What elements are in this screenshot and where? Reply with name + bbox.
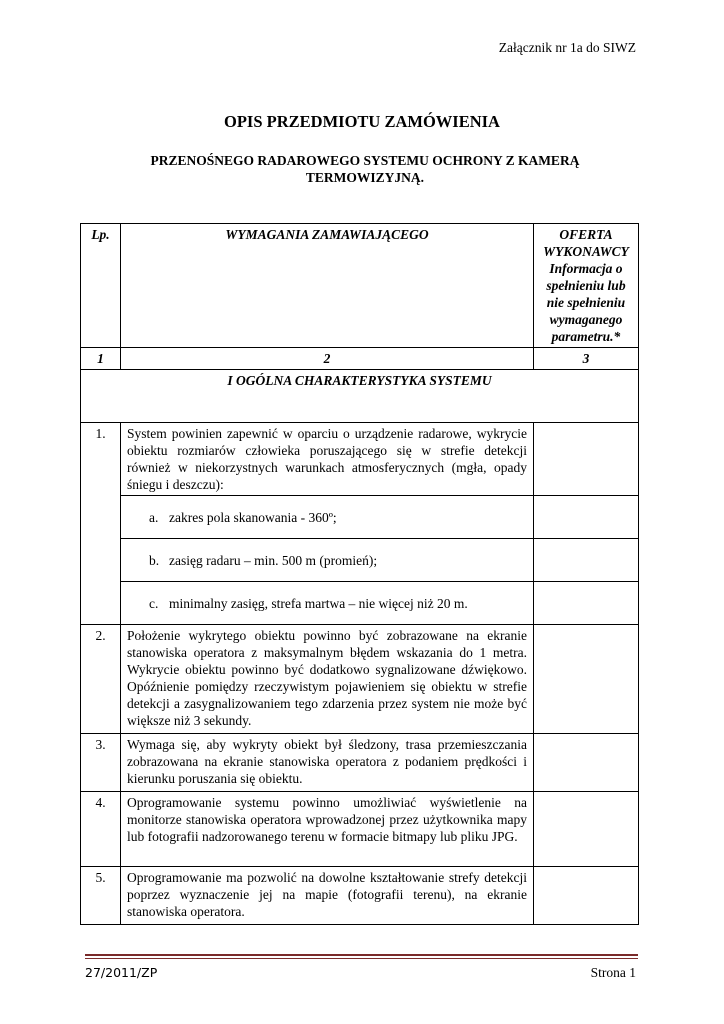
table-row: [81, 734, 639, 792]
section-row: [81, 370, 639, 423]
subitem-text: minimalny zasięg, strefa martwa – nie więcej niż 20 m.: [169, 595, 468, 611]
table-row: [81, 792, 639, 867]
subitem-b: [121, 539, 534, 582]
row-lp: 2.: [81, 625, 121, 734]
offer-cell[interactable]: [534, 734, 639, 792]
subitem-a: [121, 496, 534, 539]
footer-rule: [85, 958, 638, 959]
subitem-text: zasięg radaru – min. 500 m (promień);: [169, 552, 378, 568]
offer-cell[interactable]: [534, 582, 639, 625]
column-number: 1: [81, 348, 121, 370]
table-subrow: [81, 496, 639, 539]
table-subrow: [81, 539, 639, 582]
row-text: System powinien zapewnić w oparciu o urządzenie radarowe, wykrycie obiektu rozmiarów człowieka poruszającego się w strefie detekcji również w niekorzystnych warunkach atmosferycznych (mgła, opady śniegu i deszczu):: [121, 423, 534, 496]
subitem-marker: b.: [149, 552, 160, 568]
page-title: OPIS PRZEDMIOTU ZAMÓWIENIA: [224, 112, 500, 131]
offer-cell[interactable]: [534, 867, 639, 925]
header-offer: OFERTA WYKONAWCY Informacja o spełnieniu lub nie spełnieniu wymaganego parametru.*: [534, 224, 639, 348]
header-requirements: WYMAGANIA ZAMAWIAJĄCEGO: [121, 224, 534, 348]
offer-cell[interactable]: [534, 539, 639, 582]
attachment-label: Załącznik nr 1a do SIWZ: [498, 40, 636, 55]
column-number: 3: [534, 348, 639, 370]
footer-reference: 27/2011/ZP: [85, 965, 158, 980]
table-row: [81, 625, 639, 734]
row-lp: 1.: [81, 423, 121, 625]
offer-cell[interactable]: [534, 423, 639, 496]
row-text: Wymaga się, aby wykryty obiekt był śledzony, trasa przemieszczania zobrazowana na ekranie stanowiska operatora z podaniem prędkości i kierunku poruszania się obiektu.: [121, 734, 534, 792]
offer-cell[interactable]: [534, 496, 639, 539]
subitem-text: zakres pola skanowania - 360º;: [169, 509, 337, 525]
row-lp: 4.: [81, 792, 121, 867]
footer-rule: [85, 954, 638, 956]
offer-cell[interactable]: [534, 625, 639, 734]
subitem-marker: a.: [149, 509, 159, 525]
table-row: [81, 867, 639, 925]
section-title: I OGÓLNA CHARAKTERYSTYKA SYSTEMU: [81, 370, 639, 423]
page-number: Strona 1: [590, 965, 636, 980]
column-number: 2: [121, 348, 534, 370]
header-lp: Lp.: [81, 224, 121, 348]
subitem-c: [121, 582, 534, 625]
table-row: [81, 423, 639, 496]
table-subrow: [81, 582, 639, 625]
offer-cell[interactable]: [534, 792, 639, 867]
requirements-table: [80, 223, 639, 925]
row-text: Położenie wykrytego obiektu powinno być zobrazowane na ekranie stanowiska operatora z maksymalnym błędem wskazania do 1 metra. Wykrycie obiektu powinno być dodatkowo sygnalizowane dźwiękowo. Opóźnienie pomiędzy rzeczywistym pojawieniem się obiektu w strefie detekcji a zasygnalizowaniem tego zdarzenia przez system nie może być większe niż 3 sekundy.: [121, 625, 534, 734]
row-lp: 3.: [81, 734, 121, 792]
row-text: Oprogramowanie systemu powinno umożliwiać wyświetlenie na monitorze stanowiska operatora wprowadzonej przez użytkownika mapy lub fotografii nadzorowanego terenu w formacie bitmapy lub pliku JPG.: [121, 792, 534, 867]
table-header-row: [81, 224, 639, 348]
row-text: Oprogramowanie ma pozwolić na dowolne kształtowanie strefy detekcji poprzez wyznaczenie jej na mapie (fotografii terenu), na ekranie stanowiska operatora.: [121, 867, 534, 925]
row-lp: 5.: [81, 867, 121, 925]
page-subtitle: PRZENOŚNEGO RADAROWEGO SYSTEMU OCHRONY Z KAMERĄ TERMOWIZYJNĄ.: [150, 153, 580, 185]
column-number-row: [81, 348, 639, 370]
subitem-marker: c.: [149, 595, 159, 611]
